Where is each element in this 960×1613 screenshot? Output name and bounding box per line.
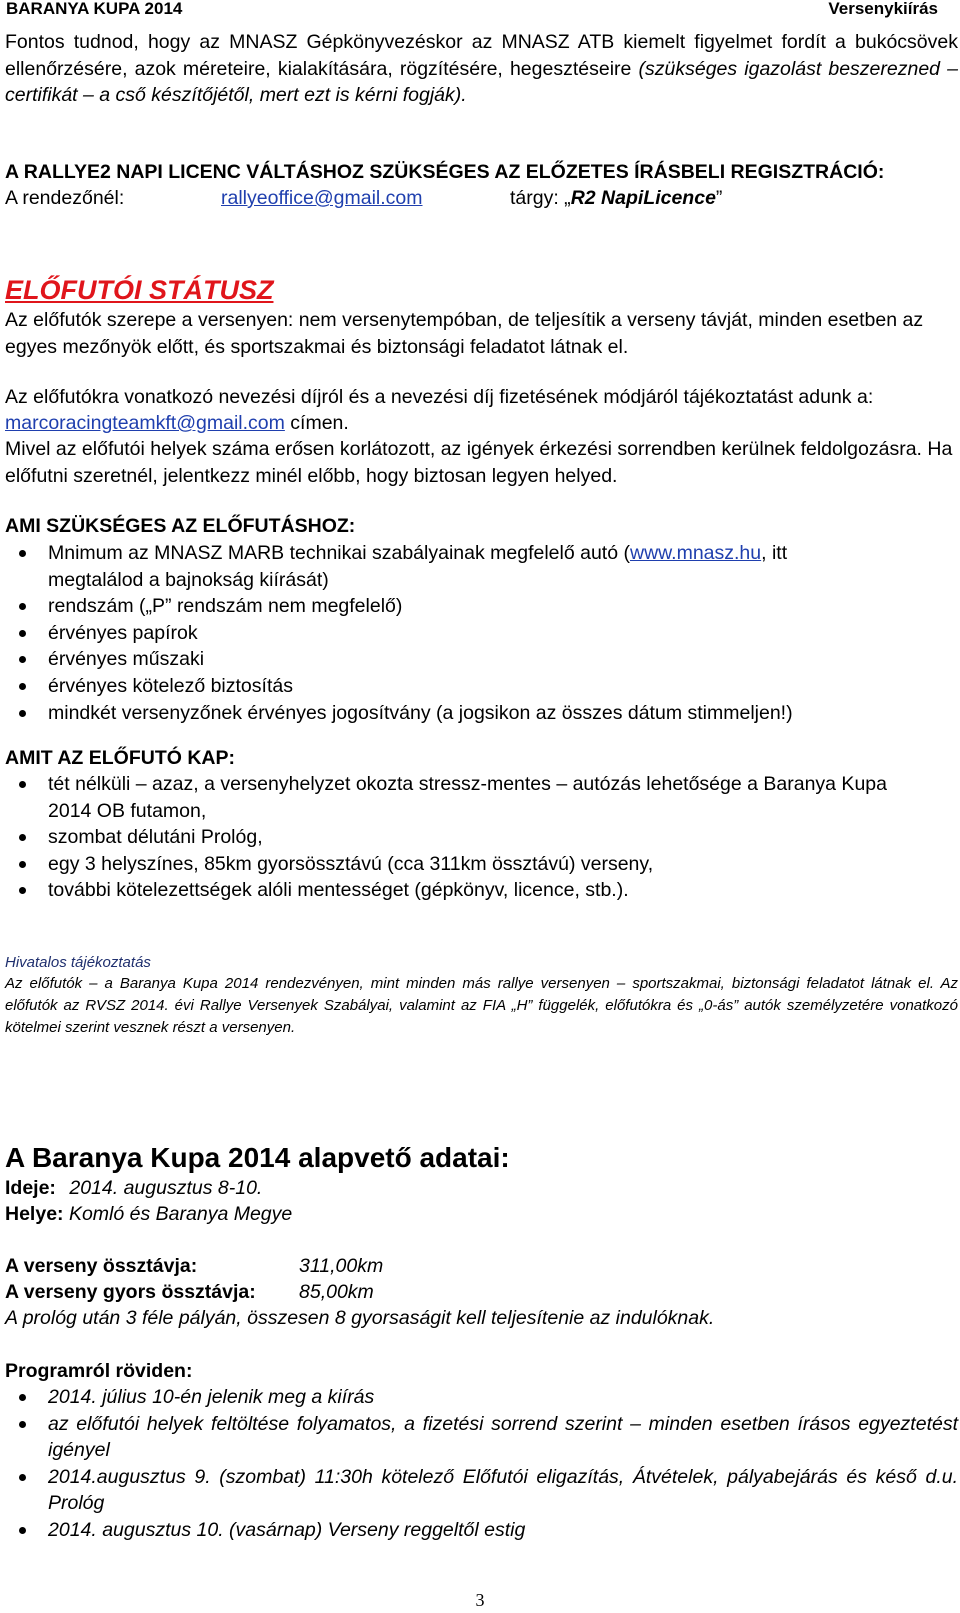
item-text: további kötelezettségek alóli mentességet (gépkönyv, licence, stb.). bbox=[48, 879, 629, 902]
rallye2-label: A rendezőnél: bbox=[5, 187, 125, 209]
rallye2-heading: A RALLYE2 NAPI LICENC VÁLTÁSHOZ SZÜKSÉGES AZ ELŐZETES ÍRÁSBELI REGISZTRÁCIÓ: bbox=[5, 161, 885, 183]
helye-label: Helye: bbox=[5, 1203, 64, 1225]
page-number: 3 bbox=[475, 1590, 485, 1610]
p2-tail: címen. bbox=[284, 412, 349, 434]
bullet-icon bbox=[19, 834, 26, 841]
ossztav-value: 311,00km bbox=[299, 1255, 384, 1277]
rallye2-subject bbox=[510, 185, 722, 212]
header-doc-type: Versenykiírás bbox=[828, 0, 938, 18]
bullet-icon bbox=[19, 683, 26, 690]
mnasz-link[interactable]: www.mnasz.hu bbox=[629, 542, 762, 564]
ossztav-row bbox=[5, 1253, 958, 1280]
item-text: egy 3 helyszínes, 85km gyorsössztávú (cca 311km össztávú) verseny, bbox=[48, 852, 654, 875]
ideje-label: Ideje: bbox=[5, 1177, 56, 1199]
item-text: 2014.augusztus 9. (szombat) 11:30h kötelező Előfutói eligazítás, Átvételek, pályabejárás és késő d.u. Prológ bbox=[48, 1465, 958, 1515]
program-heading: Programról röviden: bbox=[5, 1360, 193, 1382]
list-item bbox=[5, 1411, 958, 1464]
item-text: rendszám („P” rendszám nem megfelelő) bbox=[48, 595, 403, 618]
alap-heading: A Baranya Kupa 2014 alapvető adatai: bbox=[5, 1142, 510, 1173]
elofutoi-title: ELŐFUTÓI STÁTUSZ bbox=[5, 275, 274, 305]
gyors-row bbox=[5, 1279, 958, 1306]
elofutoi-p2-line2 bbox=[5, 410, 958, 437]
list-item bbox=[5, 593, 885, 620]
list-item bbox=[5, 1464, 958, 1517]
hivatalos-heading: Hivatalos tájékoztatás bbox=[5, 954, 151, 971]
p2-text: Az előfutókra vonatkozó nevezési díjról és a nevezési díj fizetésének módjáról tájékoztatást adunk a: bbox=[5, 386, 874, 408]
item-text: Mnimum az MNASZ MARB technikai szabályainak megfelelő autó ( bbox=[48, 542, 630, 564]
intro-paragraph bbox=[5, 29, 958, 109]
item-text: 2014. július 10-én jelenik meg a kiírás bbox=[48, 1386, 375, 1408]
bullet-icon bbox=[19, 1527, 26, 1534]
item-text-tail: , itt megtalálod a bajnokság kiírását) bbox=[48, 542, 788, 591]
list-item bbox=[5, 1384, 958, 1411]
list-item bbox=[5, 1517, 958, 1544]
bullet-icon bbox=[19, 1394, 26, 1401]
subject-close: ” bbox=[715, 187, 723, 209]
bullet-icon bbox=[19, 603, 26, 610]
prolog-text: A prológ után 3 féle pályán, összesen 8 gyorsaságit kell teljesítenie az indulóknak. bbox=[5, 1307, 715, 1329]
rallye2-email-link[interactable]: rallyeoffice@gmail.com bbox=[221, 187, 423, 209]
bullet-icon bbox=[19, 630, 26, 637]
program-list bbox=[5, 1384, 958, 1544]
item-text: 2014. augusztus 10. (vasárnap) Verseny reggeltől estig bbox=[48, 1518, 526, 1541]
list-item bbox=[5, 851, 920, 878]
bullet-icon bbox=[19, 887, 26, 894]
item-text: érvényes papírok bbox=[48, 621, 198, 644]
ideje-value: 2014. augusztus 8-10. bbox=[69, 1177, 263, 1199]
elofutoi-p3: Mivel az előfutói helyek száma erősen korlátozott, az igények érkezési sorrendben kerülnek feldolgozásra. Ha előfutni szeretnél, jelentkezz minél előbb, hogy biztosan legyen helyed. bbox=[5, 438, 953, 487]
intro-italic: (szükséges igazolást beszerezned – certifikát – a cső készítőjétől, mert ezt is kérni fogják). bbox=[5, 57, 958, 107]
gyors-value: 85,00km bbox=[299, 1281, 374, 1303]
szukseges-list bbox=[5, 540, 885, 726]
bullet-icon bbox=[19, 861, 26, 868]
kap-heading: AMIT AZ ELŐFUTÓ KAP: bbox=[5, 747, 236, 769]
helye-row bbox=[5, 1201, 958, 1228]
bullet-icon bbox=[19, 550, 26, 557]
gyors-label: A verseny gyors össztávja: bbox=[5, 1281, 256, 1303]
bullet-icon bbox=[19, 710, 26, 717]
list-item bbox=[5, 673, 885, 700]
list-item bbox=[5, 700, 885, 727]
elofutoi-p2 bbox=[5, 384, 958, 411]
list-item bbox=[5, 771, 920, 824]
helye-value: Komló és Baranya Megye bbox=[68, 1203, 293, 1225]
intro-text: Fontos tudnod, hogy az MNASZ Gépkönyvezéskor az MNASZ ATB kiemelt figyelmet fordít a bukócsövek ellenőrzésére, azok méreteire, kialakítására, rögzítésére, hegesztéseire bbox=[5, 31, 958, 80]
hivatalos-text: Az előfutók – a Baranya Kupa 2014 rendezvényen, mint minden más rallye versenyen – sportszakmai, biztonsági feladatot látnak el. Az előfutók az RVSZ 2014. évi Rallye Versenyek Szabályai, valamint az FIA „H” függelék, előfutókra és „0-ás” autók személyzetére vonatkozó kötelmei szerint vesznek részt a versenyen. bbox=[5, 975, 958, 1036]
item-text: érvényes műszaki bbox=[48, 648, 205, 671]
elofutoi-p1: Az előfutók szerepe a versenyen: nem versenytempóban, de teljesítik a verseny távját, minden esetben az egyes mezőnyök előtt, és sportszakmai és biztonsági feladatot látnak el. bbox=[5, 309, 924, 358]
ossztav-label: A verseny össztávja: bbox=[5, 1255, 198, 1277]
bullet-icon bbox=[19, 656, 26, 663]
header-title: BARANYA KUPA 2014 bbox=[6, 0, 183, 18]
bullet-icon bbox=[19, 1474, 26, 1481]
list-item bbox=[5, 540, 885, 593]
kap-list bbox=[5, 771, 920, 904]
item-text: szombat délutáni Prológ, bbox=[48, 826, 263, 849]
list-item bbox=[5, 646, 885, 673]
ideje-row bbox=[5, 1175, 958, 1202]
page-header bbox=[0, 0, 960, 17]
bullet-icon bbox=[19, 1421, 26, 1428]
item-text: érvényes kötelező biztosítás bbox=[48, 674, 293, 697]
list-item bbox=[5, 824, 920, 851]
item-text: mindkét versenyzőnek érvényes jogosítvány (a jogsikon az összes dátum stimmeljen!) bbox=[48, 701, 793, 724]
subject-value: R2 NapiLicence bbox=[570, 187, 716, 209]
item-text: tét nélküli – azaz, a versenyhelyzet okozta stressz-mentes – autózás lehetősége a Baranya Kupa 2014 OB futamon, bbox=[48, 773, 887, 822]
szukseges-heading: AMI SZÜKSÉGES AZ ELŐFUTÁSHOZ: bbox=[5, 515, 356, 537]
list-item bbox=[5, 620, 885, 647]
item-text: az előfutói helyek feltöltése folyamatos, a fizetési sorrend szerint – minden esetben írásos egyeztetést igényel bbox=[48, 1412, 958, 1462]
subject-label: tárgy: „ bbox=[510, 187, 571, 209]
bullet-icon bbox=[19, 781, 26, 788]
p2-email-link[interactable]: marcoracingteamkft@gmail.com bbox=[5, 412, 285, 434]
list-item bbox=[5, 877, 920, 904]
rallye2-line bbox=[5, 185, 958, 212]
